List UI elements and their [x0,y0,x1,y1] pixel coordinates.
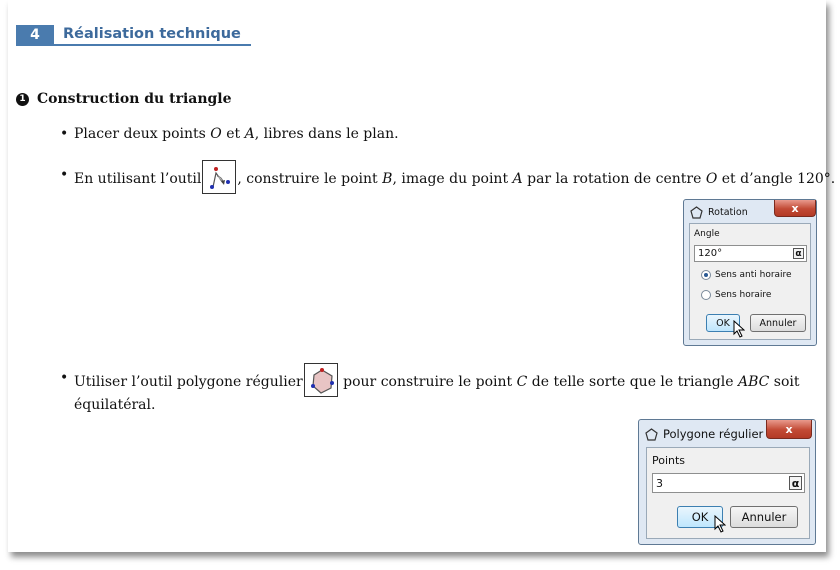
close-icon[interactable]: x [766,420,812,439]
radio-counterclockwise[interactable]: Sens anti horaire [701,270,792,280]
section-underline [16,44,54,46]
ok-button[interactable]: OK [706,314,740,332]
mouse-cursor-icon [714,515,726,533]
ok-button[interactable]: OK [677,506,723,528]
rotation-tool-icon [202,160,236,194]
dialog-titlebar [639,420,815,448]
regular-polygon-tool-icon [304,363,338,397]
points-input[interactable]: 3 α [652,473,805,493]
bullet-dot: • [60,167,69,183]
dialog-title: Rotation [708,206,748,218]
list-item-text: Placer deux points O et A, libres dans le plan. [74,126,399,142]
radio-clockwise[interactable]: Sens horaire [701,290,771,300]
radio-icon [701,290,711,300]
field-label: Points [652,454,686,467]
dialog-body [646,447,810,539]
bullet-dot: • [60,370,69,386]
polygon-app-icon [690,206,703,219]
section-title: Réalisation technique [54,24,251,46]
circled-number-marker: 1 [16,93,29,106]
dialog-titlebar [684,200,816,224]
dialog-body [689,223,811,340]
list-item-text: En utilisant l’outil , construire le point B, image du point A par la rotation de centre O et d’angle 120°. [74,162,835,196]
list-item-text: Utiliser l’outil polygone régulier pour construire le point C de telle sorte que le triangle ABC soit [74,365,800,399]
alpha-symbol-button[interactable]: α [793,248,804,259]
alpha-symbol-button[interactable]: α [789,476,802,490]
bullet-dot: • [60,126,69,142]
angle-input[interactable]: 120° α [694,245,807,262]
subsection-heading [16,91,232,107]
regular-polygon-dialog [638,419,816,545]
polygon-app-icon [645,428,658,441]
cancel-button[interactable]: Annuler [750,314,806,332]
rotation-dialog [683,199,817,346]
field-label: Angle [694,229,720,239]
dialog-title: Polygone régulier [663,427,764,441]
subsection-title: Construction du triangle [37,91,232,107]
radio-icon [701,270,711,280]
mouse-cursor-icon [733,320,745,338]
close-icon[interactable]: x [774,200,816,217]
list-item-text-continued: équilatéral. [74,397,156,413]
section-header [16,24,251,46]
section-number: 4 [16,25,54,45]
cancel-button[interactable]: Annuler [730,506,798,528]
